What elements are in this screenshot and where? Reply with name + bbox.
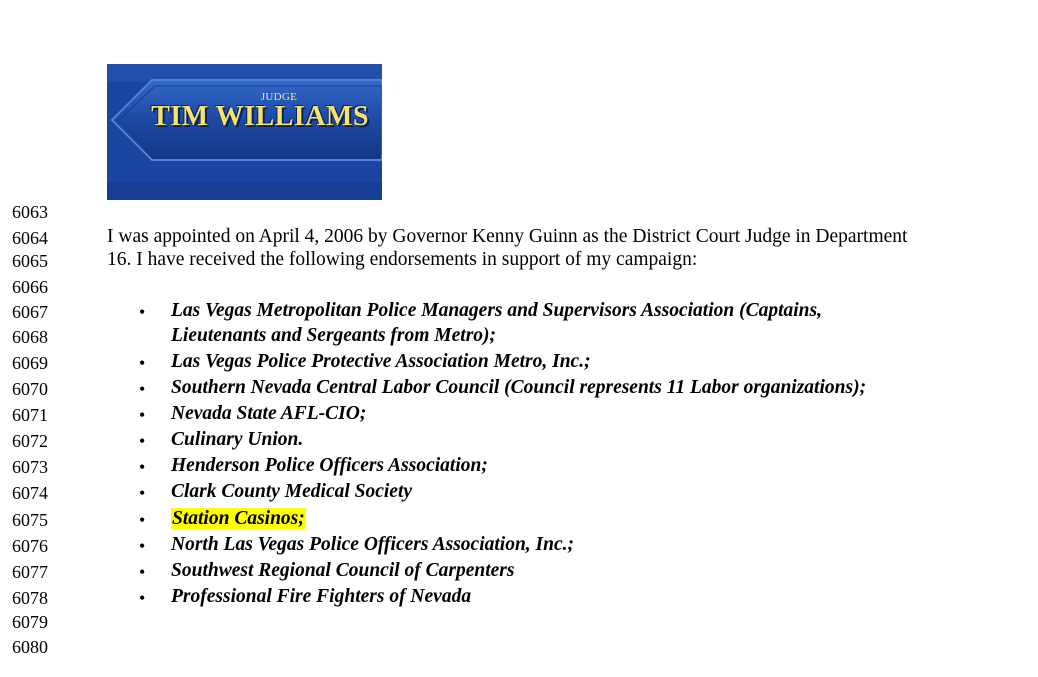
line-number: 6068 bbox=[12, 327, 48, 347]
endorsement-item: Culinary Union. bbox=[171, 429, 304, 450]
line-number: 6074 bbox=[12, 483, 48, 503]
line-number: 6069 bbox=[12, 353, 48, 373]
bullet-icon: • bbox=[139, 562, 146, 582]
bullet-icon: • bbox=[139, 405, 146, 425]
line-number: 6076 bbox=[12, 536, 48, 556]
endorsement-item: Nevada State AFL-CIO; bbox=[171, 403, 367, 424]
bullet-icon: • bbox=[139, 510, 146, 530]
logo-name: TIM WILLIAMS bbox=[151, 101, 369, 132]
logo-title-small: JUDGE bbox=[260, 91, 298, 103]
line-number: 6064 bbox=[12, 228, 48, 248]
endorsement-item: Las Vegas Metropolitan Police Managers and Supervisors Association (Captains, bbox=[171, 300, 822, 321]
bullet-icon: • bbox=[139, 483, 146, 503]
line-number: 6066 bbox=[12, 277, 48, 297]
line-number: 6063 bbox=[12, 202, 48, 222]
line-number: 6065 bbox=[12, 251, 48, 271]
endorsement-item-highlighted bbox=[171, 509, 306, 529]
judge-logo-banner bbox=[107, 64, 382, 200]
bullet-icon: • bbox=[139, 379, 146, 399]
line-number: 6075 bbox=[12, 510, 48, 530]
endorsement-item: North Las Vegas Police Officers Association, Inc.; bbox=[171, 534, 574, 555]
endorsement-item-continued: Lieutenants and Sergeants from Metro); bbox=[171, 325, 497, 346]
line-number: 6070 bbox=[12, 379, 48, 399]
bullet-icon: • bbox=[139, 536, 146, 556]
line-number: 6079 bbox=[12, 612, 48, 632]
line-number: 6078 bbox=[12, 588, 48, 608]
endorsement-item: Las Vegas Police Protective Association Metro, Inc.; bbox=[171, 351, 591, 372]
bullet-icon: • bbox=[139, 457, 146, 477]
line-number: 6073 bbox=[12, 457, 48, 477]
intro-line-1: I was appointed on April 4, 2006 by Governor Kenny Guinn as the District Court Judge in Department bbox=[107, 226, 908, 247]
line-number: 6067 bbox=[12, 302, 48, 322]
intro-line-2: 16. I have received the following endorsements in support of my campaign: bbox=[107, 249, 698, 270]
highlighted-text: Station Casinos; bbox=[172, 508, 305, 529]
endorsement-item: Henderson Police Officers Association; bbox=[171, 455, 488, 476]
endorsement-item: Southwest Regional Council of Carpenters bbox=[171, 560, 515, 581]
line-number: 6077 bbox=[12, 562, 48, 582]
bullet-icon: • bbox=[139, 588, 146, 608]
bullet-icon: • bbox=[139, 431, 146, 451]
line-number: 6072 bbox=[12, 431, 48, 451]
endorsement-item: Clark County Medical Society bbox=[171, 481, 413, 502]
endorsement-item: Southern Nevada Central Labor Council (Council represents 11 Labor organizations); bbox=[171, 377, 867, 398]
line-number: 6071 bbox=[12, 405, 48, 425]
bullet-icon: • bbox=[139, 353, 146, 373]
line-number: 6080 bbox=[12, 637, 48, 657]
bullet-icon: • bbox=[139, 302, 146, 322]
endorsement-item: Professional Fire Fighters of Nevada bbox=[171, 586, 472, 607]
